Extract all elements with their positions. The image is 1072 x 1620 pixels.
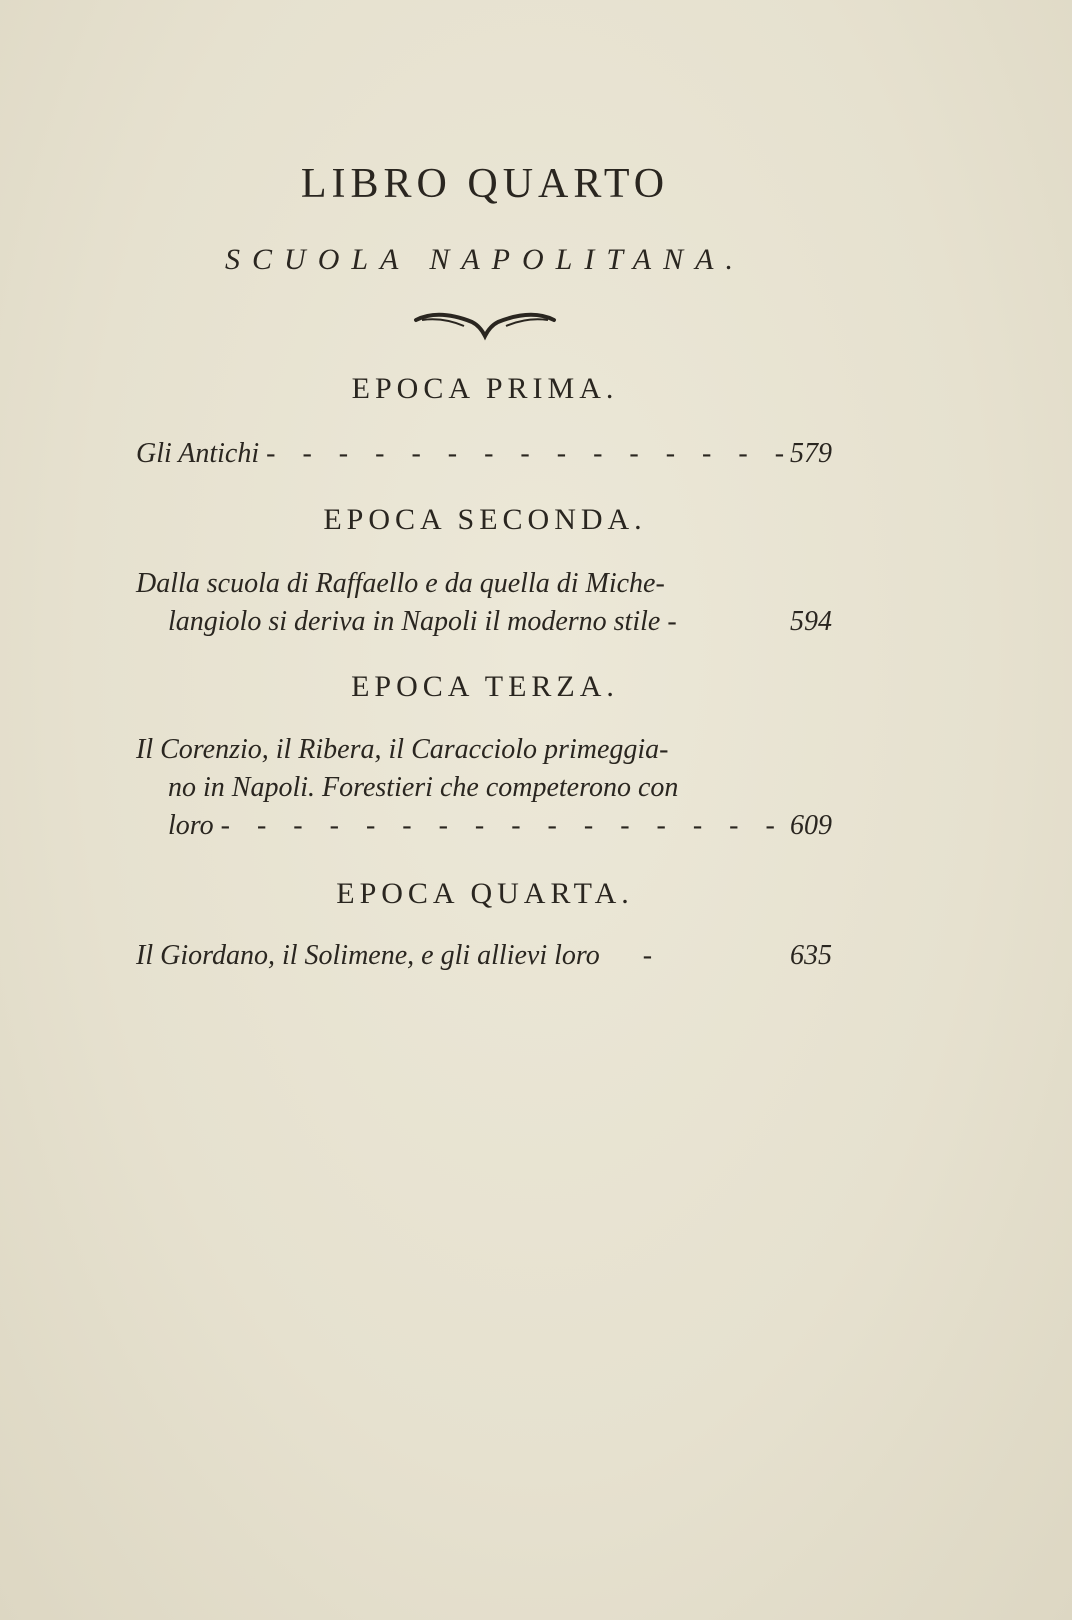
toc-entry: [136, 435, 832, 473]
toc-line: [136, 807, 832, 845]
page-number: 635: [790, 940, 832, 971]
section-title-epoca-prima: EPOCA PRIMA.: [351, 372, 619, 405]
school-subtitle: SCUOLA NAPOLITANA.: [225, 243, 745, 276]
dot-leader: -: [642, 940, 653, 971]
entry-text: Gli Antichi: [136, 438, 260, 469]
section-title-epoca-terza: EPOCA TERZA.: [351, 670, 619, 703]
page-number: 609: [790, 810, 832, 841]
toc-entry: [136, 565, 832, 641]
toc-line: [136, 937, 832, 975]
dot-leader: - - - - - - - - - - - - - - -: [266, 438, 795, 469]
scroll-ornament-icon: [412, 308, 558, 344]
toc-line: Il Corenzio, il Ribera, il Caracciolo primeggia-: [136, 734, 669, 765]
section-title-epoca-quarta: EPOCA QUARTA.: [336, 877, 634, 910]
page-number: 594: [790, 606, 832, 637]
section-title-epoca-seconda: EPOCA SECONDA.: [323, 503, 647, 536]
entry-text: Il Giordano, il Solimene, e gli allievi loro: [136, 940, 600, 971]
toc-line: [136, 603, 832, 641]
toc-entry: [136, 731, 832, 845]
toc-line: Dalla scuola di Raffaello e da quella di Miche-: [136, 568, 665, 599]
toc-entry: [136, 937, 832, 975]
page-number: 579: [790, 438, 832, 469]
entry-text: langiolo si deriva in Napoli il moderno stile: [168, 606, 661, 637]
dot-leader: -: [667, 606, 677, 637]
toc-line: no in Napoli. Forestieri che competerono con: [168, 772, 679, 803]
book-title: LIBRO QUARTO: [300, 161, 670, 207]
entry-text: loro: [168, 810, 214, 841]
toc-line: [136, 435, 832, 473]
dot-leader: - - - - - - - - - - - - - - - -: [220, 810, 785, 841]
